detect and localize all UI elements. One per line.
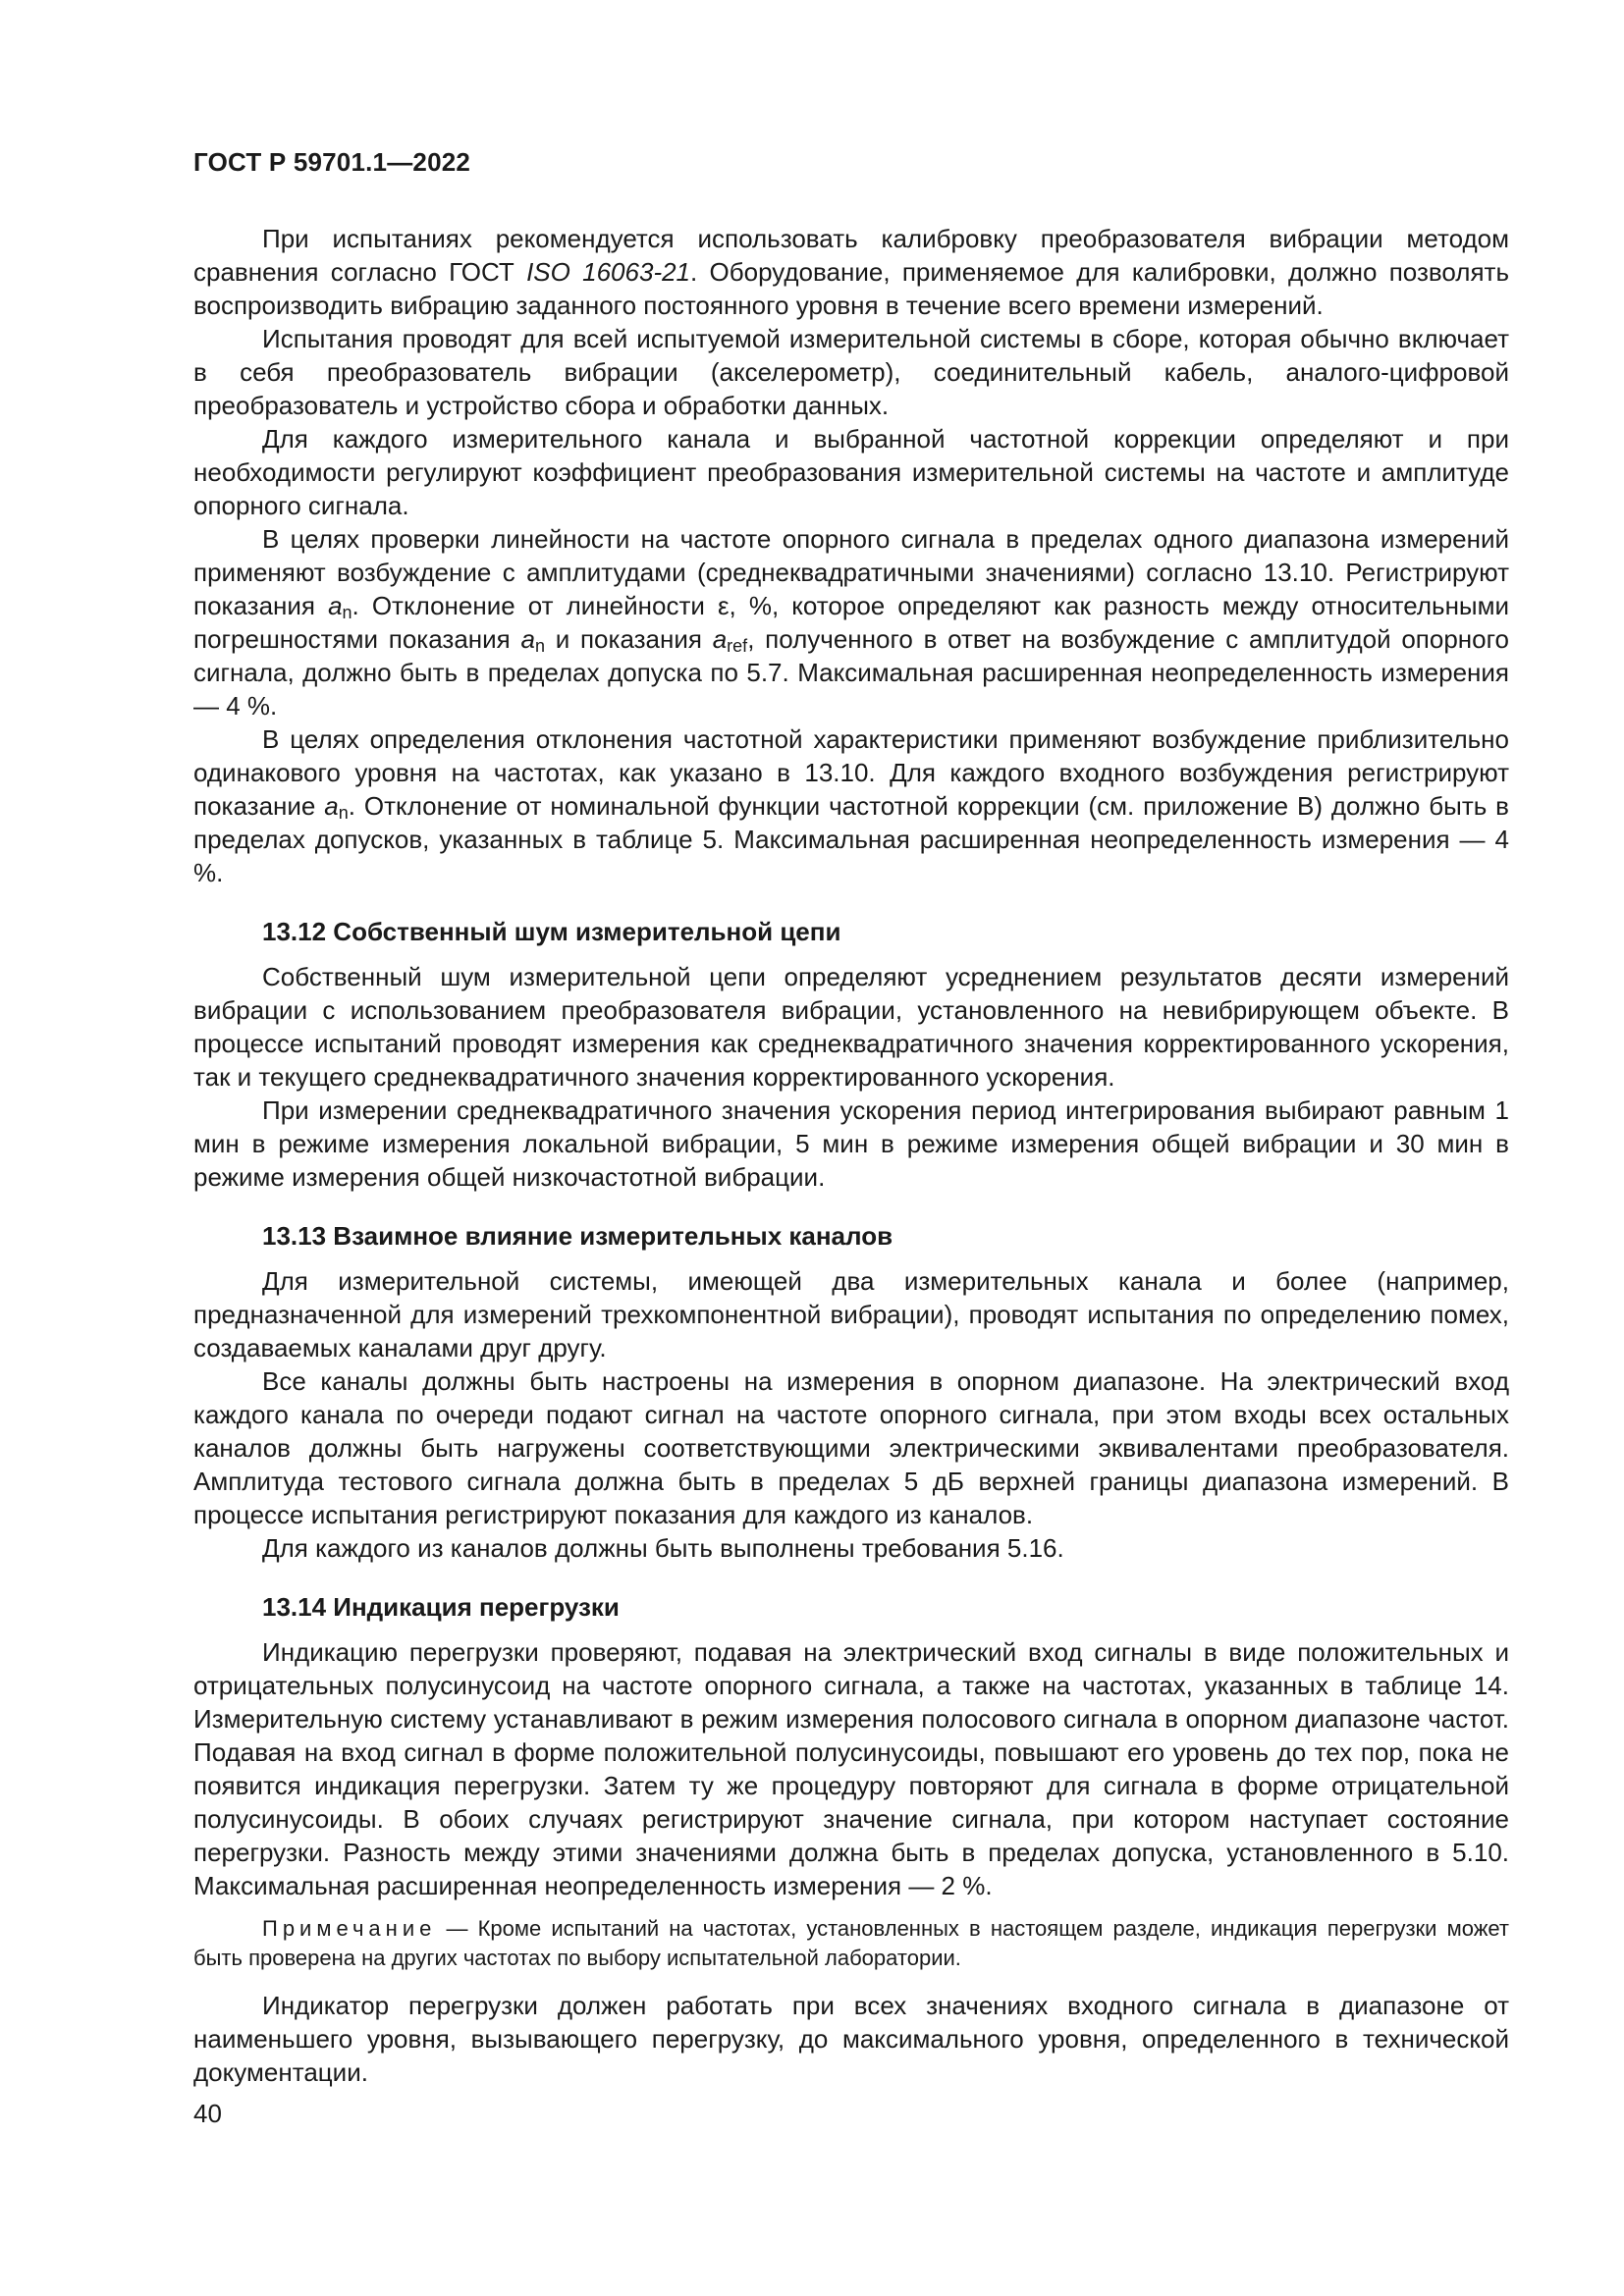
note-text: — Кроме испытаний на частотах, установленных в настоящем разделе, индикация перегрузки может быть проверена на других частотах по выбору испытательной лаборатории. [193, 1916, 1509, 1970]
section-heading-13-12: 13.12 Собственный шум измерительной цепи [262, 917, 841, 946]
paragraph: Собственный шум измерительной цепи определяют усреднением результатов десяти измерений вибрации с использованием преобразователя вибрации, установленного на невибрирующем объекте. В процессе испытаний проводят измерения как среднеквадратичного значения корректированного ускорения, так и текущего среднеквадратичного значения корректированного ускорения. [193, 962, 1509, 1092]
subscript-n: n [534, 636, 545, 656]
section-heading-13-14: 13.14 Индикация перегрузки [262, 1592, 620, 1622]
subscript-n: n [338, 803, 349, 823]
symbol-a: a [328, 591, 343, 620]
section-heading-13-13: 13.13 Взаимное влияние измерительных каналов [262, 1221, 893, 1251]
paragraph: В целях проверки линейности на частоте опорного сигнала в пределах одного диапазона измерений применяют возбуждение с амплитудами (среднеквадратичными значениями) согласно 13.10. Регистрируют показания $a_n$. Отклонение от линейности ε, %, которое определяют как разность между относительными погрешностями показания $a_n$ и показания $a_{ref}$, полученного в ответ на возбуждение с амплитудой опорного сигнала, должно быть в пределах допуска по 5.7. Максимальная расширенная неопределенность измерения — 4 %. [193, 524, 1510, 721]
paragraph: При измерении среднеквадратичного значения ускорения период интегрирования выбирают равным 1 мин в режиме измерения локальной вибрации, 5 мин в режиме измерения общей вибрации и 30 мин в режиме измерения общей низкочастотной вибрации. [193, 1095, 1509, 1192]
paragraph: Для каждого из каналов должны быть выполнены требования 5.16. [262, 1533, 1064, 1563]
paragraph: Для измерительной системы, имеющей два измерительных канала и более (например, предназначенной для измерений трехкомпонентной вибрации), проводят испытания по определению помех, создаваемых каналами друг другу. [193, 1266, 1509, 1362]
paragraph: При испытаниях рекомендуется использовать калибровку преобразователя вибрации методом сравнения согласно ГОСТ ISO 16063-21. Оборудование, применяемое для калибровки, должно позволять воспроизводить вибрацию заданного постоянного уровня в течение всего времени измерений. [193, 224, 1509, 320]
subscript-ref: ref [727, 636, 748, 656]
paragraph: Для каждого измерительного канала и выбранной частотной коррекции определяют и при необходимости регулируют коэффициент преобразования измерительной системы на частоте и амплитуде опорного сигнала. [193, 424, 1509, 520]
symbol-a: a [324, 791, 339, 821]
paragraph: В целях определения отклонения частотной характеристики применяют возбуждение приблизительно одинакового уровня на частотах, как указано в 13.10. Для каждого входного возбуждения регистрируют показание $a_n$. Отклонение от номинальной функции частотной коррекции (см. приложение В) должно быть в пределах допусков, указанных в таблице 5. Максимальная расширенная неопределенность измерения — 4 %. [193, 724, 1509, 887]
symbol-a: a [520, 624, 535, 654]
document-header: ГОСТ Р 59701.1—2022 [193, 147, 471, 177]
standard-reference: ISO 16063-21 [526, 257, 691, 287]
page-number: 40 [193, 2099, 222, 2128]
note-label: Примечание [262, 1916, 437, 1941]
paragraph: Испытания проводят для всей испытуемой измерительной системы в сборе, которая обычно включает в себя преобразователь вибрации (акселерометр), соединительный кабель, аналого-цифровой преобразователь и устройство сбора и обработки данных. [193, 324, 1509, 420]
paragraph: Индикатор перегрузки должен работать при всех значениях входного сигнала в диапазоне от наименьшего уровня, вызывающего перегрузку, до максимального уровня, определенного в технической документации. [193, 1991, 1509, 2087]
paragraph: Индикацию перегрузки проверяют, подавая на электрический вход сигналы в виде положительных и отрицательных полусинусоид на частоте опорного сигнала, а также на частотах, указанных в таблице 14. Измерительную систему устанавливают в режим измерения полосового сигнала в опорном диапазоне частот. Подавая на вход сигнал в форме положительной полусинусоиды, повышают его уровень до тех пор, пока не появится индикация перегрузки. Затем ту же процедуру повторяют для сигнала в форме отрицательной полусинусоиды. В обоих случаях регистрируют значение сигнала, при котором наступает состояние перегрузки. Разность между этими значениями должна быть в пределах допуска, установленного в 5.10. Максимальная расширенная неопределенность измерения — 2 %. [193, 1637, 1509, 1900]
symbol-a: a [712, 624, 728, 654]
page-body [193, 222, 1509, 2089]
note [193, 1914, 1509, 1973]
paragraph: Все каналы должны быть настроены на измерения в опорном диапазоне. На электрический вход каждого канала по очереди подают сигнал на частоте опорного сигнала, при этом входы всех остальных каналов должны быть нагружены соответствующими электрическими эквивалентами преобразователя. Амплитуда тестового сигнала должна быть в пределах 5 дБ верхней границы диапазона измерений. В процессе испытания регистрируют показания для каждого из каналов. [193, 1366, 1509, 1529]
subscript-n: n [342, 603, 352, 622]
